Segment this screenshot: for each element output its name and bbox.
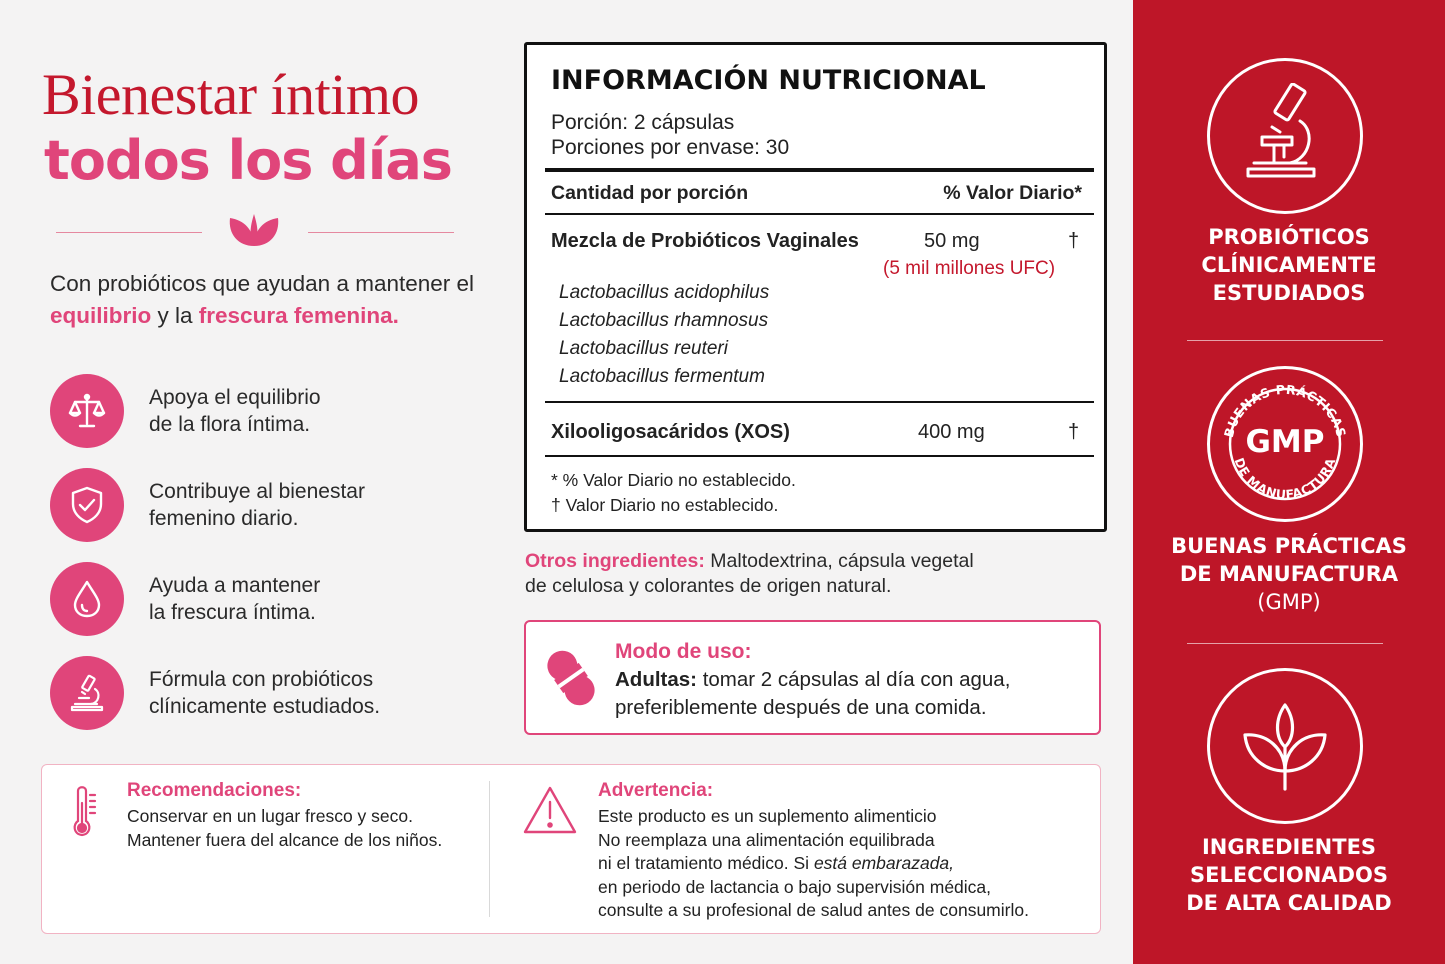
gmp-seal-text: GMP	[1245, 424, 1325, 460]
xos-name: Xilooligosacáridos (XOS)	[551, 421, 790, 443]
vertical-divider	[489, 781, 490, 917]
rule	[545, 455, 1094, 457]
blend-name: Mezcla de Probióticos Vaginales	[551, 230, 859, 252]
highlight-equilibrio: equilibrio	[50, 303, 152, 328]
benefit-item: Contribuye al bienestar femenino diario.	[50, 468, 470, 544]
xos-amount: 400 mg	[918, 421, 985, 443]
usage-text: Adultas: tomar 2 cápsulas al día con agua, preferiblemente después de una comida.	[615, 668, 1011, 719]
svg-text:BUENAS PRÁCTICAS: BUENAS PRÁCTICAS	[1220, 381, 1350, 439]
dv-header: % Valor Diario*	[943, 182, 1082, 204]
warning-title: Advertencia:	[598, 780, 714, 801]
serving-info: Porción: 2 cápsulas Porciones por envase: 30	[551, 111, 790, 159]
benefit-item: Ayuda a mantener la frescura íntima.	[50, 562, 470, 638]
microscope-icon	[50, 656, 124, 730]
footnote: * % Valor Diario no establecido.	[551, 470, 796, 490]
recommendations-warning-box	[41, 764, 1101, 934]
recommendations-text: Conservar en un lugar fresco y seco. Mantener fuera del alcance de los niños.	[127, 806, 443, 850]
intro-text: Con probióticos que ayudan a mantener el equilibrio y la frescura femenina.	[50, 271, 475, 328]
other-ingredients: Otros ingredientes: Maltodextrina, cápsula vegetal de celulosa y colorantes de origen natural.	[525, 550, 974, 597]
footnote: † Valor Diario no establecido.	[551, 495, 779, 515]
headline-line2: todos los días	[44, 129, 452, 192]
blend-cfu: (5 mil millones UFC)	[883, 258, 1056, 279]
leaves-icon	[224, 212, 284, 253]
water-drop-icon	[50, 562, 124, 636]
strain-item: Lactobacillus fermentum	[559, 366, 765, 387]
other-ingredients-label: Otros ingredientes:	[525, 550, 705, 572]
thick-rule	[545, 168, 1094, 172]
svg-text:DE MANUFACTURA: DE MANUFACTURA	[1231, 455, 1339, 503]
amount-header: Cantidad por porción	[551, 182, 749, 204]
warning-text: Este producto es un suplemento alimenticio No reemplaza una alimentación equilibrada ni el tratamiento médico. Si está embarazada, en periodo de lactancia o bajo supervisión médica, consulte a su profesional de salud antes de consumirlo.	[598, 806, 1029, 920]
strain-item: Lactobacillus acidophilus	[559, 282, 770, 303]
divider-right	[308, 232, 454, 233]
microscope-badge-icon	[1207, 58, 1363, 214]
leaf-sprout-icon	[1207, 668, 1363, 824]
rule	[545, 401, 1094, 403]
highlight-frescura: frescura femenina.	[198, 303, 399, 328]
nutrition-facts-panel	[524, 42, 1107, 532]
capsule-icon	[546, 640, 596, 721]
strain-item: Lactobacillus reuteri	[559, 338, 728, 359]
gmp-seal-icon	[1207, 366, 1363, 522]
xos-dv: †	[1068, 421, 1080, 443]
benefit-item: Apoya el equilibrio de la flora íntima.	[50, 374, 470, 450]
shield-check-icon	[50, 468, 124, 542]
badge1-text: PROBIÓTICOS CLÍNICAMENTE ESTUDIADOS	[1201, 225, 1377, 305]
badge2-text: BUENAS PRÁCTICAS DE MANUFACTURA (GMP)	[1171, 534, 1407, 614]
strain-item: Lactobacillus rhamnosus	[559, 310, 769, 331]
panel-divider	[1187, 643, 1383, 644]
headline-line1: Bienestar íntimo	[42, 62, 419, 127]
thermometer-icon	[67, 785, 101, 846]
warning-icon	[522, 785, 578, 840]
nutrition-title: INFORMACIÓN NUTRICIONAL	[551, 65, 986, 96]
recommendations-title: Recomendaciones:	[127, 780, 302, 801]
blend-amount: 50 mg	[924, 230, 980, 252]
balance-scale-icon	[50, 374, 124, 448]
quality-side-panel	[1133, 0, 1445, 964]
divider-left	[56, 232, 202, 233]
blend-dv: †	[1068, 230, 1080, 252]
badge3-text: INGREDIENTES SELECCIONADOS DE ALTA CALIDAD	[1186, 835, 1392, 915]
benefit-item: Fórmula con probióticos clínicamente estudiados.	[50, 656, 470, 732]
rule	[545, 213, 1094, 215]
usage-title: Modo de uso:	[615, 640, 752, 663]
usage-box	[524, 620, 1101, 735]
panel-divider	[1187, 340, 1383, 341]
